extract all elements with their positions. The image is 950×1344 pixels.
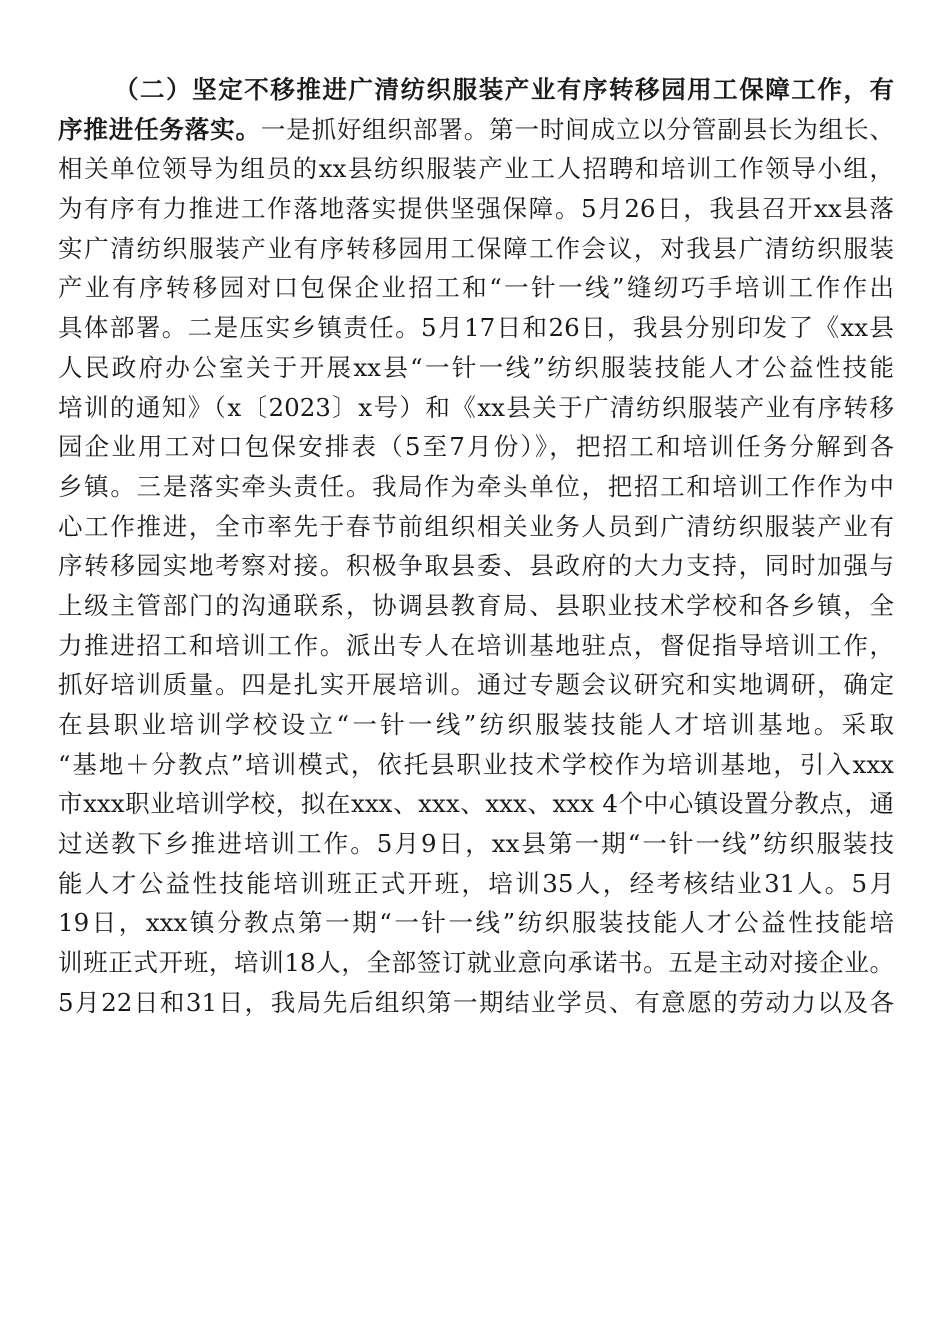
paragraph-line: 能人才公益性技能培训班正式开班，培训35人，经考核结业31人。5月 (58, 868, 894, 898)
paragraph-line: 市xxx职业培训学校，拟在xxx、xxx、xxx、xxx 4个中心镇设置分教点，通 (58, 789, 894, 819)
paragraph-line: 训班正式开班，培训18人，全部签订就业意向承诺书。五是主动对接企业。 (58, 948, 894, 978)
paragraph-line: 抓好培训质量。四是扎实开展培训。通过专题会议研究和实地调研，确定 (58, 670, 894, 700)
paragraph-line: 在县职业培训学校设立“一针一线”纺织服装技能人才培训基地。采取 (58, 710, 894, 739)
paragraph-line: 产业有序转移园对口包保企业招工和“一针一线”缝纫巧手培训工作作出 (58, 273, 894, 303)
document-body (58, 70, 894, 1023)
paragraph-line: 5月22日和31日，我局先后组织第一期结业学员、有意愿的劳动力以及各 (58, 987, 894, 1017)
paragraph-line: 力推进招工和培训工作。派出专人在培训基地驻点，督促指导培训工作， (58, 630, 894, 660)
section-heading-continuation: 序推进任务落实。 (58, 114, 261, 144)
paragraph-line: 相关单位领导为组员的xx县纺织服装产业工人招聘和培训工作领导小组， (58, 154, 894, 184)
paragraph-line (58, 110, 894, 150)
paragraph-line: 具体部署。二是压实乡镇责任。5月17日和26日，我县分别印发了《xx县 (58, 313, 894, 343)
paragraph-line: 培训的通知》（x〔2023〕x号）和《xx县关于广清纺织服装产业有序转移 (58, 392, 894, 422)
section-heading: （二）坚定不移推进广清纺织服装产业有序转移园用工保障工作，有 (114, 75, 894, 104)
paragraph-text: 一是抓好组织部署。第一时间成立以分管副县长为组长、 (260, 114, 894, 144)
paragraph-line: “基地＋分教点”培训模式，依托县职业技术学校作为培训基地，引入xxx (58, 749, 894, 779)
paragraph-line: 实广清纺织服装产业有序转移园用工保障工作会议，对我县广清纺织服装 (58, 233, 894, 263)
paragraph-line: 19日，xxx镇分教点第一期“一针一线”纺织服装技能人才公益性技能培 (58, 908, 894, 938)
paragraph-line: 园企业用工对口包保安排表（5至7月份）》，把招工和培训任务分解到各 (58, 432, 894, 462)
paragraph-line: 过送教下乡推进培训工作。5月9日，xx县第一期“一针一线”纺织服装技 (58, 829, 894, 859)
paragraph-line: 序转移园实地考察对接。积极争取县委、县政府的大力支持，同时加强与 (58, 551, 894, 581)
paragraph-line: 心工作推进，全市率先于春节前组织相关业务人员到广清纺织服装产业有 (58, 511, 894, 541)
paragraph-line: 人民政府办公室关于开展xx县“一针一线”纺织服装技能人才公益性技能 (58, 352, 894, 382)
paragraph-line: 为有序有力推进工作落地落实提供坚强保障。5月26日，我县召开xx县落 (58, 194, 894, 224)
paragraph-line: 乡镇。三是落实牵头责任。我局作为牵头单位，把招工和培训工作作为中 (58, 471, 894, 501)
paragraph-line: 上级主管部门的沟通联系，协调县教育局、县职业技术学校和各乡镇，全 (58, 590, 894, 620)
